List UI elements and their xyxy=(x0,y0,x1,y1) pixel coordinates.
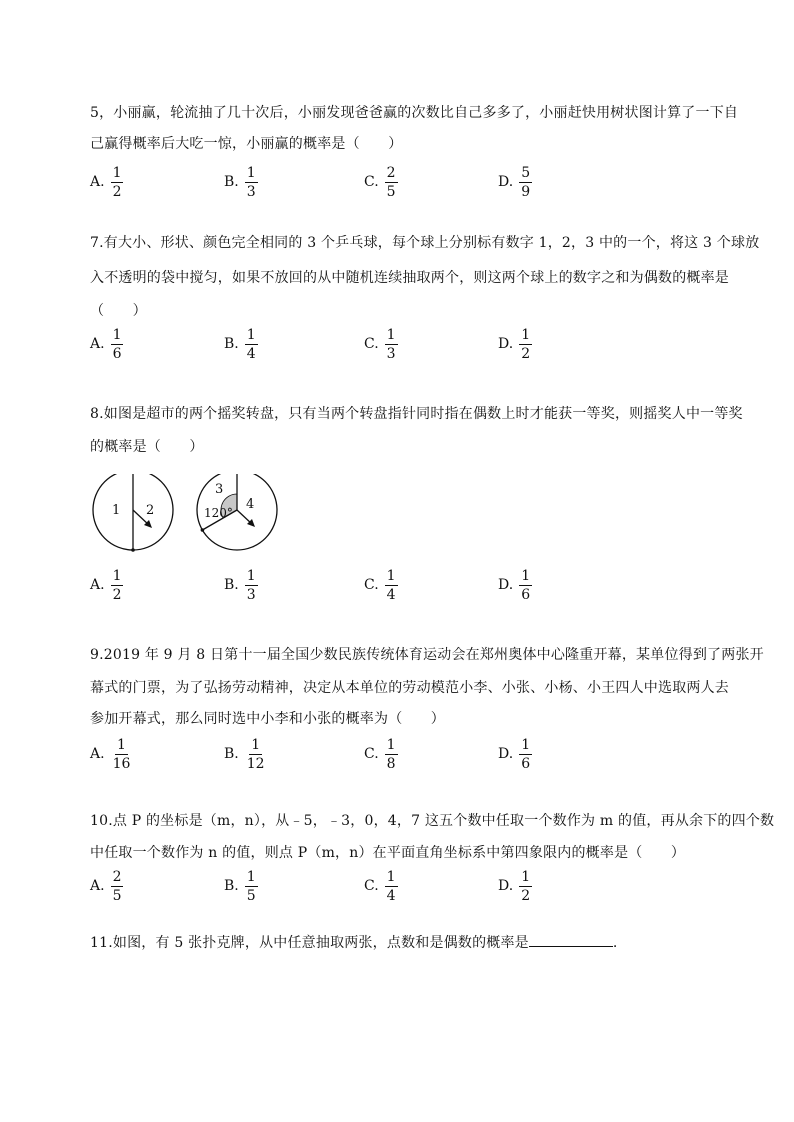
option-label: B. xyxy=(224,174,239,190)
denominator: 4 xyxy=(386,887,396,904)
wheel-2-label-3: 3 xyxy=(215,482,224,497)
fraction xyxy=(519,568,532,603)
denominator: 6 xyxy=(521,755,531,772)
option-d[interactable] xyxy=(498,565,532,605)
option-label: D. xyxy=(498,746,514,762)
fraction xyxy=(385,737,398,772)
numerator: 1 xyxy=(112,567,122,584)
question-text-line: 己赢得概率后大吃一惊，小丽赢的概率是（ ） xyxy=(90,136,403,152)
fraction xyxy=(519,869,532,904)
fraction xyxy=(245,568,258,603)
numerator: 1 xyxy=(521,567,531,584)
option-b[interactable] xyxy=(224,866,258,906)
denominator: 4 xyxy=(246,345,256,362)
wheel-2-point xyxy=(201,528,205,532)
fraction xyxy=(385,327,398,362)
option-label: D. xyxy=(498,577,514,593)
question-text-line: 5，小丽赢，轮流抽了几十次后，小丽发现爸爸赢的次数比自己多多了，小丽赶快用树状图计算了一下自 xyxy=(90,105,739,121)
option-label: C. xyxy=(364,878,379,894)
answer-options xyxy=(90,565,730,605)
question-text-line: 幕式的门票，为了弘扬劳动精神，决定从本单位的劳动模范小李、小张、小杨、小王四人中选取两人去 xyxy=(90,680,729,696)
denominator: 6 xyxy=(112,345,122,362)
denominator: 3 xyxy=(246,586,256,603)
option-a[interactable] xyxy=(90,565,123,605)
option-label: D. xyxy=(498,336,514,352)
fraction xyxy=(245,165,258,200)
denominator: 12 xyxy=(246,755,265,772)
option-d[interactable] xyxy=(498,324,532,364)
option-label: D. xyxy=(498,174,514,190)
denominator: 3 xyxy=(386,345,396,362)
wheel-1-label-2: 2 xyxy=(146,503,155,518)
option-label: A. xyxy=(90,746,105,762)
option-d[interactable] xyxy=(498,734,532,774)
option-label: C. xyxy=(364,577,379,593)
denominator: 6 xyxy=(521,586,531,603)
numerator: 1 xyxy=(112,326,122,343)
option-label: B. xyxy=(224,878,239,894)
option-c[interactable] xyxy=(364,324,398,364)
option-label: B. xyxy=(224,336,239,352)
denominator: 3 xyxy=(246,183,256,200)
spinner-wheel-2 xyxy=(197,474,277,550)
numerator: 1 xyxy=(112,164,122,181)
option-c[interactable] xyxy=(364,866,398,906)
question-text-line: 10.点 P 的坐标是（m，n），从﹣5，﹣3，0，4，7 这五个数中任取一个数作为 m 的值，再从余下的四个数 xyxy=(90,813,775,829)
numerator: 1 xyxy=(386,736,396,753)
option-label: A. xyxy=(90,336,105,352)
numerator: 5 xyxy=(521,164,531,181)
option-a[interactable] xyxy=(90,162,123,202)
wheel-1-point xyxy=(131,548,135,552)
denominator: 2 xyxy=(521,345,531,362)
option-d[interactable] xyxy=(498,866,532,906)
option-c[interactable] xyxy=(364,734,398,774)
numerator: 1 xyxy=(386,868,396,885)
denominator: 2 xyxy=(112,183,122,200)
fraction xyxy=(111,327,124,362)
denominator: 2 xyxy=(112,586,122,603)
question-text-line: 入不透明的袋中搅匀，如果不放回的从中随机连续抽取两个，则这两个球上的数字之和为偶数的概率是 xyxy=(90,270,729,286)
answer-blank[interactable] xyxy=(529,934,613,947)
fraction xyxy=(519,165,532,200)
option-b[interactable] xyxy=(224,734,267,774)
option-b[interactable] xyxy=(224,162,258,202)
option-label: B. xyxy=(224,577,239,593)
answer-options xyxy=(90,734,730,774)
question-11-end: . xyxy=(612,935,618,951)
spinners-figure xyxy=(90,474,290,564)
option-label: C. xyxy=(364,746,379,762)
denominator: 5 xyxy=(386,183,396,200)
numerator: 1 xyxy=(386,326,396,343)
wheel-2-label-4: 4 xyxy=(246,497,255,512)
option-label: A. xyxy=(90,878,105,894)
option-b[interactable] xyxy=(224,565,258,605)
question-11-text: 11.如图，有 5 张扑克牌，从中任意抽取两张，点数和是偶数的概率是 xyxy=(90,935,529,951)
option-b[interactable] xyxy=(224,324,258,364)
option-a[interactable] xyxy=(90,866,123,906)
fraction xyxy=(519,737,532,772)
numerator: 2 xyxy=(112,868,122,885)
answer-options xyxy=(90,866,730,906)
option-a[interactable] xyxy=(90,734,132,774)
option-label: A. xyxy=(90,577,105,593)
denominator: 16 xyxy=(112,755,131,772)
question-text-line: 8.如图是超市的两个摇奖转盘，只有当两个转盘指针同时指在偶数上时才能获一等奖，则摇奖人中一等奖 xyxy=(90,406,743,422)
numerator: 1 xyxy=(246,326,256,343)
answer-options xyxy=(90,162,730,202)
numerator: 1 xyxy=(521,326,531,343)
option-label: B. xyxy=(224,746,239,762)
question-text-line: 参加开幕式，那么同时选中小李和小张的概率为（ ） xyxy=(90,711,445,727)
wheel-1-label-1: 1 xyxy=(112,503,121,518)
option-label: C. xyxy=(364,174,379,190)
numerator: 2 xyxy=(386,164,396,181)
numerator: 1 xyxy=(117,736,126,753)
denominator: 9 xyxy=(521,183,531,200)
fraction xyxy=(111,737,133,772)
numerator: 1 xyxy=(251,736,261,753)
numerator: 1 xyxy=(521,868,531,885)
spinner-wheel-1 xyxy=(93,474,173,552)
denominator: 2 xyxy=(521,887,531,904)
numerator: 1 xyxy=(246,164,256,181)
option-label: A. xyxy=(90,174,105,190)
angle-label: 120° xyxy=(204,506,233,520)
numerator: 1 xyxy=(386,567,396,584)
denominator: 5 xyxy=(246,887,256,904)
fraction xyxy=(385,568,398,603)
fraction xyxy=(111,568,124,603)
question-text-line: 7.有大小、形状、颜色完全相同的 3 个乒乓球，每个球上分别标有数字 1，2，3 中的一个，将这 3 个球放 xyxy=(90,235,760,251)
option-c[interactable] xyxy=(364,162,398,202)
denominator: 4 xyxy=(386,586,396,603)
numerator: 1 xyxy=(246,868,256,885)
fraction xyxy=(519,327,532,362)
option-c[interactable] xyxy=(364,565,398,605)
fraction xyxy=(245,737,267,772)
fraction xyxy=(111,165,124,200)
numerator: 1 xyxy=(246,567,256,584)
option-label: C. xyxy=(364,336,379,352)
fraction xyxy=(385,165,398,200)
fraction xyxy=(245,327,258,362)
question-text-line xyxy=(90,932,618,952)
question-text-line: 9.2019 年 9 月 8 日第十一届全国少数民族传统体育运动会在郑州奥体中心隆重开幕，某单位得到了两张开 xyxy=(90,647,764,663)
option-d[interactable] xyxy=(498,162,532,202)
denominator: 5 xyxy=(112,887,122,904)
option-a[interactable] xyxy=(90,324,123,364)
answer-options xyxy=(90,324,730,364)
fraction xyxy=(245,869,258,904)
denominator: 8 xyxy=(386,755,396,772)
question-text-line: 的概率是（ ） xyxy=(90,439,204,455)
fraction xyxy=(385,869,398,904)
question-text-line: （ ） xyxy=(90,303,147,319)
question-text-line: 中任取一个数作为 n 的值，则点 P（m，n）在平面直角坐标系中第四象限内的概率是（ ） xyxy=(90,845,686,861)
numerator: 1 xyxy=(521,736,531,753)
option-label: D. xyxy=(498,878,514,894)
fraction xyxy=(111,869,124,904)
